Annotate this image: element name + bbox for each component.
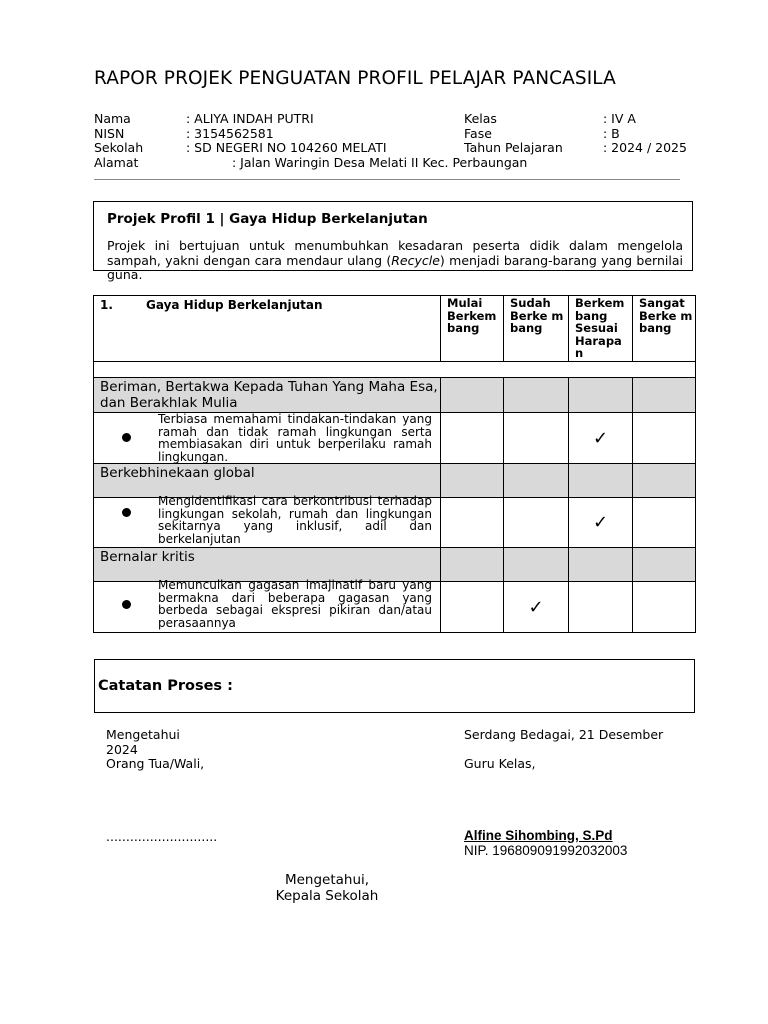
student-info-values <box>186 112 387 156</box>
element-cell <box>94 494 441 548</box>
parent-label: Orang Tua/Wali, <box>106 756 205 771</box>
dimension-label: Bernalar kritis <box>94 548 441 582</box>
place-date: Serdang Bedagai, 21 Desember <box>464 727 664 742</box>
element-row <box>94 498 696 548</box>
principal-signature-block <box>252 872 402 904</box>
gray-cell <box>569 548 633 582</box>
dimension-row <box>94 464 696 498</box>
gray-cell <box>504 464 569 498</box>
column-header-sangat: Sangat Berke m bang <box>633 296 696 362</box>
project-description-post: ) menjadi barang-barang yang bernilai guna. <box>107 252 683 282</box>
address-label: Alamat <box>94 154 139 170</box>
check-cell-mulai <box>441 582 504 633</box>
bullet-icon <box>122 433 131 442</box>
check-cell-sangat <box>633 498 696 548</box>
check-cell-mulai <box>441 413 504 464</box>
dimension-label: Berkebhinekaan global <box>94 464 441 498</box>
year-label: Tahun Pelajaran <box>464 140 563 155</box>
gray-cell <box>504 378 569 413</box>
element-text: Memunculkan gagasan imajinatif baru yang bermakna dari beberapa gagasan yang berbeda sebagai ekspresi pikiran dan/atau perasaannya <box>158 578 432 630</box>
year-value: : 2024 / 2025 <box>603 140 687 155</box>
check-cell-sudah: ✓ <box>504 582 569 633</box>
page-title: RAPOR PROJEK PENGUATAN PROFIL PELAJAR PANCASILA <box>94 68 616 89</box>
check-cell-mulai <box>441 498 504 548</box>
project-box <box>93 201 693 282</box>
student-info-labels <box>94 112 143 170</box>
gray-cell <box>569 464 633 498</box>
check-cell-sangat <box>633 413 696 464</box>
element-text: Terbiasa memahami tindakan-tindakan yang ramah dan tidak ramah lingkungan serta membiasakan diri untuk berperilaku ramah lingkungan. <box>158 412 432 464</box>
element-cell <box>94 578 441 633</box>
gray-cell <box>441 548 504 582</box>
notes-label: Catatan Proses : <box>98 678 233 694</box>
gray-cell <box>441 378 504 413</box>
project-description <box>107 239 683 283</box>
column-header-mulai: Mulai Berkem bang <box>441 296 504 362</box>
nisn-value: : 3154562581 <box>186 125 274 141</box>
project-description-em: Recycle <box>391 252 440 268</box>
parent-signature-line: ............................ <box>106 829 218 844</box>
class-info-labels <box>464 112 563 156</box>
parent-signature-block <box>106 728 204 772</box>
bullet-icon <box>122 600 131 609</box>
phase-label: Fase <box>464 125 492 141</box>
theme-number: 1. <box>100 298 113 312</box>
check-cell-sesuai: ✓ <box>569 498 633 548</box>
teacher-name: Alfine Sihombing, S.Pd <box>464 828 613 843</box>
bullet-icon <box>122 508 131 517</box>
assessment-table <box>93 295 696 633</box>
project-title: Projek Profil 1 | Gaya Hidup Berkelanjutan <box>107 211 428 227</box>
check-cell-sesuai <box>569 582 633 633</box>
teacher-label: Guru Kelas, <box>464 756 536 771</box>
name-label: Nama <box>94 111 131 126</box>
project-description-pre: Projek ini bertujuan untuk menumbuhkan kesadaran peserta didik dalam mengelola sampah, yakni dengan cara mendaur ulang ( <box>107 238 683 268</box>
school-label: Sekolah <box>94 140 144 155</box>
class-value: : IV A <box>603 111 636 126</box>
divider <box>94 179 680 180</box>
element-row <box>94 413 696 464</box>
name-value: : ALIYA INDAH PUTRI <box>186 111 314 126</box>
teacher-nip: NIP. 196809091992032003 <box>464 843 628 858</box>
phase-value: : B <box>603 125 620 141</box>
theme-header <box>94 296 441 362</box>
column-header-sesuai: Berkem bang Sesuai Harapa n <box>569 296 633 362</box>
gray-cell <box>504 548 569 582</box>
gray-cell <box>633 464 696 498</box>
parent-ack-label: Mengetahui <box>106 727 180 742</box>
element-row <box>94 582 696 633</box>
address-value: : Jalan Waringin Desa Melati II Kec. Perbaungan <box>232 155 528 170</box>
nisn-label: NISN <box>94 125 125 141</box>
element-text: Mengidentifikasi cara berkontribusi terhadap lingkungan sekolah, rumah dan lingkungan sekitarnya yang inklusif, adil dan berkelanjutan <box>158 494 432 546</box>
date-year: 2024 <box>106 741 138 757</box>
dimension-label: Beriman, Bertakwa Kepada Tuhan Yang Maha Esa, dan Berakhlak Mulia <box>94 378 441 413</box>
spacer-cell <box>94 362 696 378</box>
gray-cell <box>633 548 696 582</box>
school-value: : SD NEGERI NO 104260 MELATI <box>186 140 387 155</box>
gray-cell <box>633 378 696 413</box>
table-header-row <box>94 296 696 362</box>
column-header-sudah: Sudah Berke m bang <box>504 296 569 362</box>
principal-ack-label: Mengetahui, <box>284 872 370 888</box>
check-cell-sesuai: ✓ <box>569 413 633 464</box>
check-cell-sudah <box>504 413 569 464</box>
gray-cell <box>441 464 504 498</box>
element-cell <box>94 413 441 464</box>
dimension-row <box>94 378 696 413</box>
class-label: Kelas <box>464 111 497 126</box>
check-cell-sudah <box>504 498 569 548</box>
class-info-values <box>603 112 687 156</box>
notes-box <box>94 659 695 713</box>
spacer-row <box>94 362 696 378</box>
gray-cell <box>569 378 633 413</box>
check-cell-sangat <box>633 582 696 633</box>
principal-label: Kepala Sekolah <box>275 888 379 904</box>
dimension-row <box>94 548 696 582</box>
theme-title: Gaya Hidup Berkelanjutan <box>146 298 323 312</box>
